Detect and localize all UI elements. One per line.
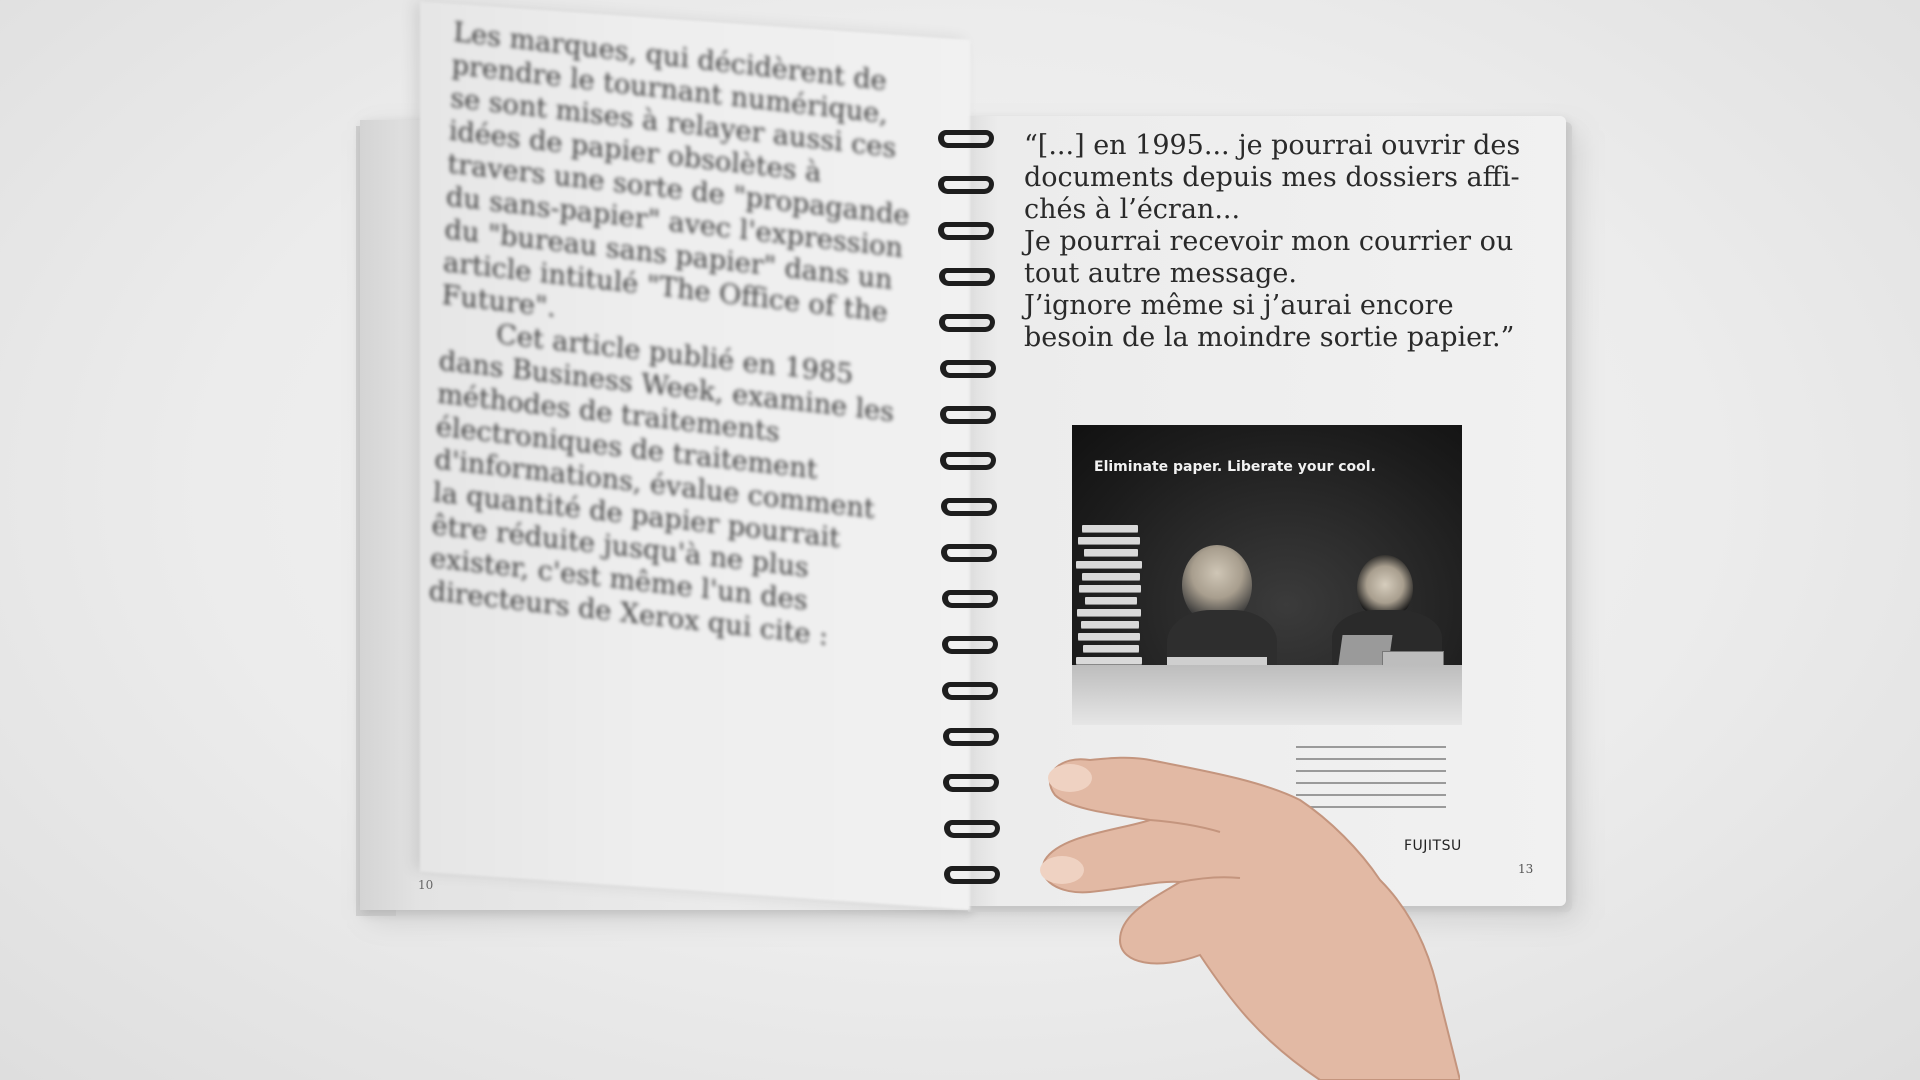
paragraph: Les marques, qui décidèrent de prendre le tournant numérique, se sont mises à relayer aussi ces idées de papier obsolètes à travers une sorte de "propagande du sans-papier" avec l'expression du "bureau sans papier" dans un article intitulé "The Office of the Future". <box>441 16 911 329</box>
binding-ring <box>940 452 996 470</box>
binding-ring <box>938 176 994 194</box>
quote-block <box>1024 130 1544 354</box>
quote-line: besoin de la moindre sortie papier.” <box>1024 322 1515 353</box>
binding-ring <box>942 590 998 608</box>
quote-line: “[...] en 1995... je pourrai ouvrir des <box>1024 130 1521 161</box>
hand-icon <box>1000 700 1460 1080</box>
binding-ring <box>943 728 999 746</box>
binding-ring <box>944 820 1000 838</box>
binding-ring <box>941 498 997 516</box>
binding-ring <box>943 774 999 792</box>
fujitsu-ad-photo <box>1072 425 1462 725</box>
left-page-number: 10 <box>418 878 434 892</box>
binding-ring <box>944 866 1000 884</box>
quote-line: tout autre message. <box>1024 258 1297 289</box>
turning-page-text <box>428 16 923 661</box>
quote-line: J’ignore même si j’aurai encore <box>1024 290 1454 321</box>
ad-headline: Eliminate paper. Liberate your cool. <box>1094 459 1376 475</box>
quote-line: chés à l’écran... <box>1024 194 1241 225</box>
binding-ring <box>939 314 995 332</box>
binding-ring <box>942 682 998 700</box>
binding-ring <box>940 360 996 378</box>
binding-ring <box>942 636 998 654</box>
spiral-binding <box>930 122 1010 902</box>
right-page-number: 13 <box>1518 862 1534 876</box>
fujitsu-logo: FUJITSU <box>1404 838 1462 854</box>
binding-ring <box>938 130 994 148</box>
binding-ring <box>938 222 994 240</box>
binding-ring <box>939 268 995 286</box>
quote-line: Je pourrai recevoir mon courrier ou <box>1024 226 1514 257</box>
binding-ring <box>940 406 996 424</box>
turning-page[interactable] <box>420 2 970 910</box>
binding-ring <box>941 544 997 562</box>
paragraph: Cet article publié en 1985 dans Business Week, examine les méthodes de traitements électroniques de traitement d'informations, évalue comment la quantité de papier pourrait être réduite jusqu'à ne plus exister, c'est même l'un des directeurs de Xerox qui cite : <box>428 319 895 652</box>
quote-line: documents depuis mes dossiers affi- <box>1024 162 1520 193</box>
